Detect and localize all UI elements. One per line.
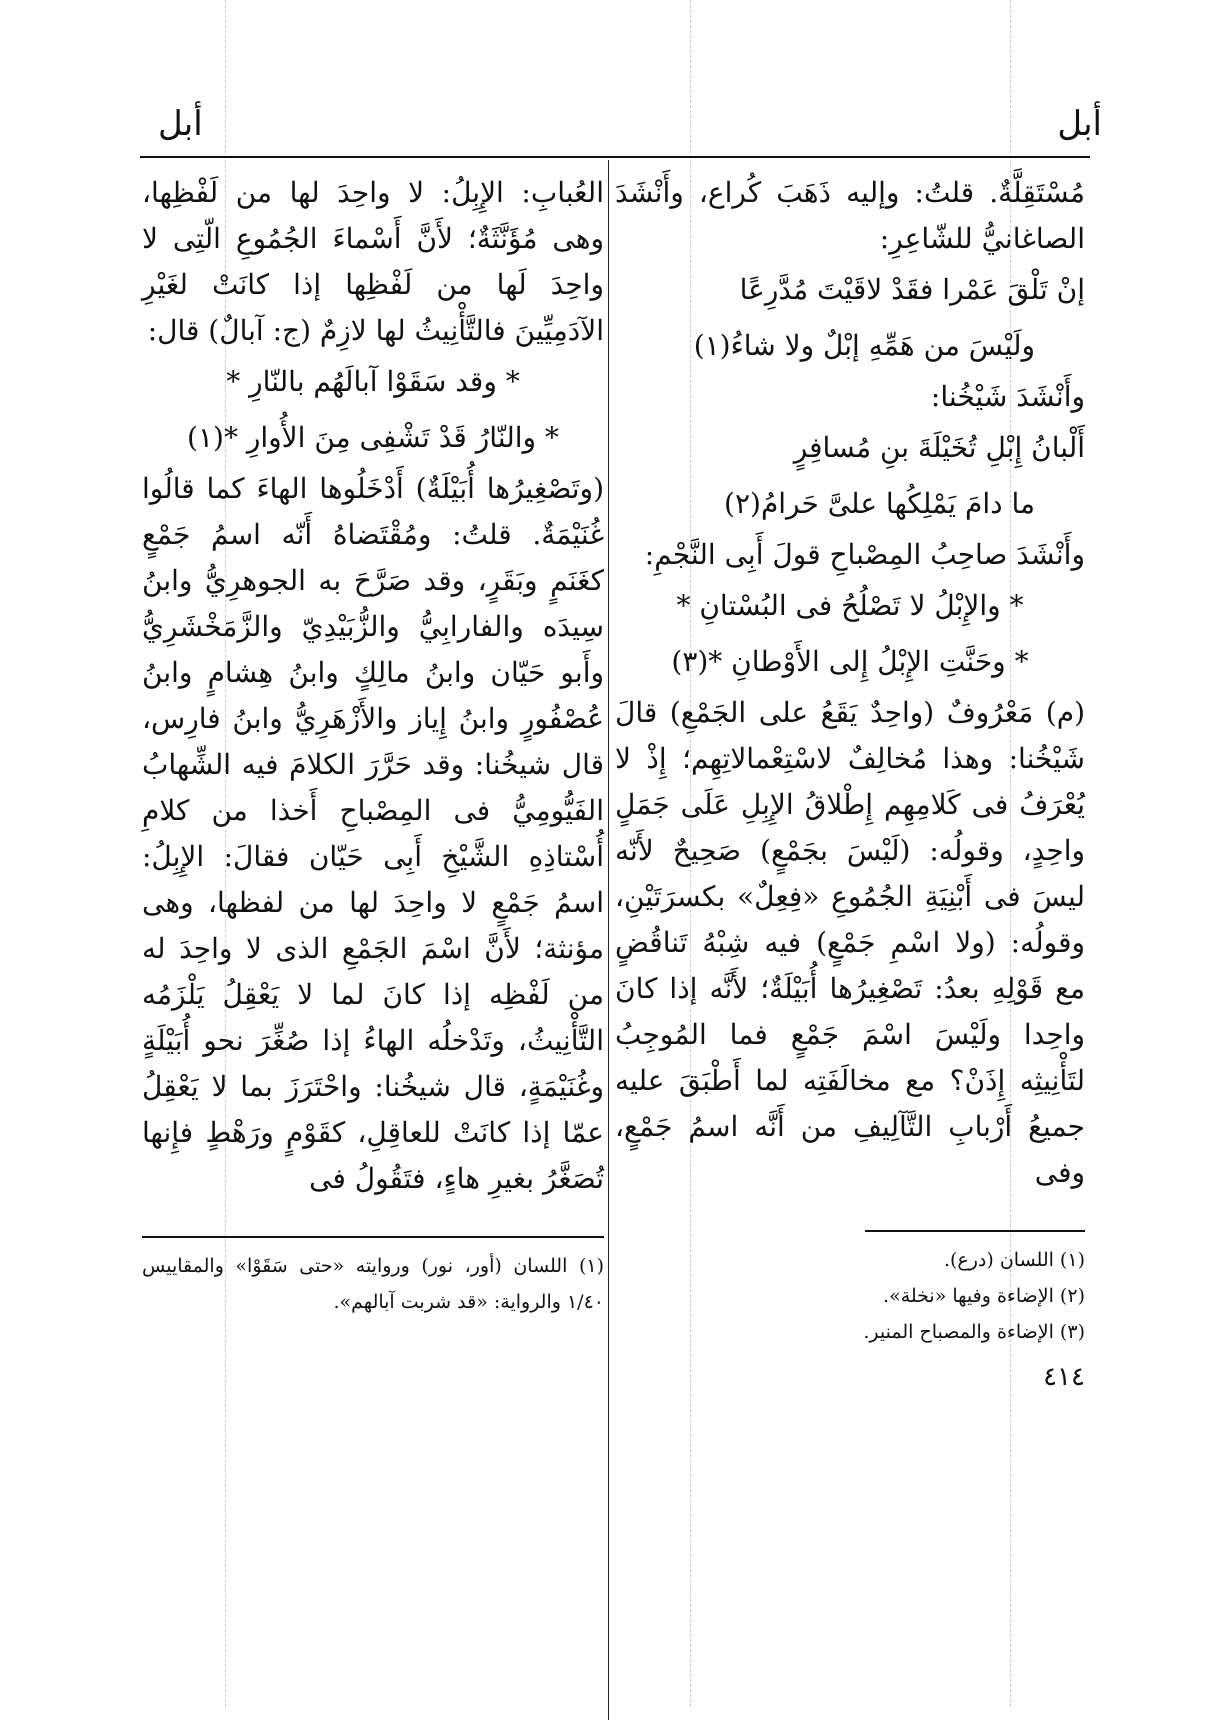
verse-line: * والنّارُ قَدْ تَشْفِى مِنَ الأُوارِ *(١) xyxy=(187,421,559,454)
column-divider xyxy=(608,160,609,1720)
footnote: (٢) الإضاءة وفيها «نخلة». xyxy=(883,1285,1085,1307)
footnote-rule xyxy=(865,1230,1085,1232)
header-rule xyxy=(140,156,1090,158)
footnote-rule xyxy=(142,1236,604,1238)
footnote: (٣) الإضاءة والمصباح المنير. xyxy=(863,1321,1085,1343)
footnote: (١) اللسان (أور، نور) وروايته «حتى سَقَوْا» والمقاييس ١/٤٠ والرواية: «قد شربت آبالهم». xyxy=(142,1255,604,1313)
verse-line: أَلْبانُ إِبْلِ تُخَيْلَةَ بنِ مُسافِرٍ xyxy=(793,431,1085,464)
verse-line: * وحَنَّتِ الإِبْلُ إِلى الأَوْطانِ *(٣) xyxy=(671,645,1029,678)
page-number: ٤١٤ xyxy=(1043,1362,1085,1392)
paragraph: العُبابِ: الإِبِلُ: لا واحِدَ لها من لَفْظِها، وهى مُؤَنَّثَةٌ؛ لأَنَّ أَسْماءَ الجُمُوعِ الّتِى لا واحِدَ لَها من لَفْظِها إذا كانَتْ لغَيْرِ الآدَمِيِّينَ فالتَّأْنِيثُ لها لازِمٌ (ج: آبالٌ) قال: xyxy=(142,176,604,347)
paragraph: (م) مَعْرُوفٌ (واحِدٌ يَقَعُ على الجَمْعِ) قالَ شَيْخُنا: وهذا مُخالِفٌ لاسْتِعْمالاتِهِم؛ إِذْ لا يُعْرَفُ فى كَلامِهِم إِطْلاقُ الإِبِلِ عَلَى جَمَلٍ واحِدٍ، وقولُه: (لَيْسَ بجَمْعٍ) صَحِيحٌ لأَنّه ليسَ فى أَبْنِيَةِ الجُمُوعِ «فِعِلٌ» بكسرَتَيْنِ، وقولُه: (ولا اسْمِ جَمْعٍ) فيه شِبْهُ تَناقُضٍ مع قَوْلِهِ بعدُ: تَصْغِيرُها أُبَيْلَةٌ؛ لأَنَّه إذا كانَ واحِدا ولَيْسَ اسْمَ جَمْعٍ فما المُوجِبُ لتَأْنِيثِه إِذَنْ؟ مع مخالَفَتِه لما أَطْبَقَ عليه جميعُ أَرْبابِ التَّآلِيفِ من أَنَّه اسمُ جَمْعٍ، وفى xyxy=(615,696,1085,1189)
paragraph: وأَنْشَدَ شَيْخُنا: xyxy=(930,380,1085,413)
verse-line: * وقد سَقَوْا آبالَهُم بالنّارِ * xyxy=(226,365,520,398)
verse-line: ولَيْسَ من هَمِّهِ إبْلٌ ولا شاءُ(١) xyxy=(693,329,1035,362)
left-column xyxy=(142,170,604,1320)
footnote: (١) اللسان (درع). xyxy=(943,1249,1085,1271)
right-column xyxy=(615,170,1085,1400)
header-root-word-right: أبل xyxy=(1057,104,1102,144)
verse-line: إنْ تَلْقَ عَمْرا فقَدْ لاقَيْتَ مُدَّرِعًا xyxy=(739,273,1085,306)
verse-line: ما دامَ يَمْلِكُها علىَّ حَرامُ(٢) xyxy=(724,487,1035,520)
verse-line: * والإِبْلُ لا تَصْلُحُ فى البُسْتانِ * xyxy=(676,589,1024,622)
paragraph: (وتَصْغِيرُها أُبَيْلَةٌ) أَدْخَلُوها الهاءَ كما قالُوا غُنَيْمَةٌ. قلتُ: ومُقْتَضاهُ أَنّه اسمُ جَمْعٍ كغَنَمٍ وبَقَرٍ، وقد صَرَّحَ به الجوهرِيُّ وابنُ سِيدَه والفارابِيُّ والزُّبَيْدِيّ والزَّمَخْشَرِيُّ وأَبو حَيّان وابنُ مالِكٍ وابنُ هِشامٍ وابنُ عُصْفُورٍ وابنُ إِياز والأَزْهَرِيُّ وابنُ فارِس، قال شيخُنا: وقد حَرَّرَ الكلامَ فيه الشِّهابُ الفَيُّومِيُّ فى المِصْباحِ أَخذا من كلامِ أُسْتاذِهِ الشَّيْخِ أَبِى حَيّان فقالَ: الإِبِلُ: اسمُ جَمْعٍ لا واحِدَ لها من لفظها، وهى مؤنثة؛ لأَنَّ اسْمَ الجَمْعِ الذى لا واحِدَ له من لَفْظِه إذا كانَ لما لا يَعْقِلُ يَلْزَمُه التَّأْنِيثُ، وتَدْخلُه الهاءُ إذا صُغِّرَ نحو أُبَيْلَةٍ وغُنَيْمَةٍ، قال شيخُنا: واحْتَرَزَ بما لا يَعْقِلُ عمّا إذا كانَتْ للعاقِلِ، كقَوْمٍ ورَهْطٍ فإِنها تُصَغَّرُ بغيرِ هاءٍ، فتَقُولُ فى xyxy=(142,472,604,1195)
paragraph: مُسْتَقِلَّةٌ. قلتُ: وإليه ذَهَبَ كُراع، وأَنْشَدَ الصاغانيُّ للشّاعِرِ: xyxy=(615,176,1085,255)
header-root-word-left: أبل xyxy=(158,104,203,144)
paragraph: وأَنْشَدَ صاحِبُ المِصْباحِ قولَ أَبِى النَّجْمِ: xyxy=(644,538,1085,571)
